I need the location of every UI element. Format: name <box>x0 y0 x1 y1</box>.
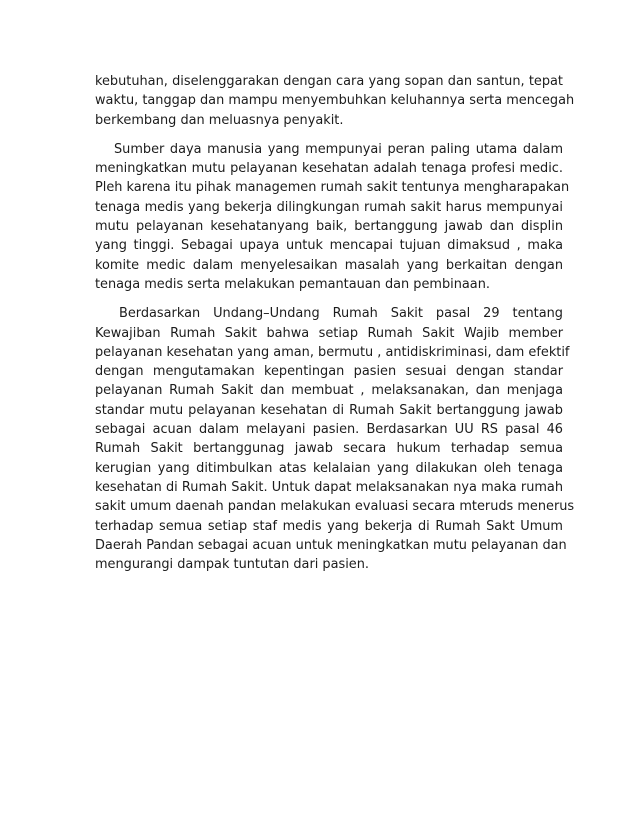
paragraph-line: tenaga medis serta melakukan pemantauan dan pembinaan. <box>95 276 490 292</box>
paragraph-line: dengan mengutamakan kepentingan pasien sesuai dengan standar <box>95 364 563 380</box>
paragraph-1 <box>95 72 575 130</box>
paragraph-line: sebagai acuan dalam melayani pasien. Berdasarkan UU RS pasal 46 <box>95 422 563 438</box>
paragraph-line: berkembang dan meluasnya penyakit. <box>95 112 344 128</box>
paragraph-line: meningkatkan mutu pelayanan kesehatan adalah tenaga profesi medic. <box>95 161 563 177</box>
paragraph-line: tenaga medis yang bekerja dilingkungan rumah sakit harus mempunyai <box>95 199 563 215</box>
paragraph-line: terhadap semua setiap staf medis yang bekerja di Rumah Sakt Umum <box>95 518 563 534</box>
paragraph-line: Pleh karena itu pihak managemen rumah sakit tentunya mengharapakan <box>95 180 570 196</box>
document-body <box>95 72 575 574</box>
paragraph-line: sakit umum daenah pandan melakukan evaluasi secara mteruds menerus <box>95 499 575 515</box>
paragraph-line: waktu, tanggap dan mampu menyembuhkan keluhannya serta mencegah <box>95 93 575 109</box>
paragraph-line: pelayanan kesehatan yang aman, bermutu , antidiskriminasi, dam efektif <box>95 344 570 360</box>
paragraph-line: standar mutu pelayanan kesehatan di Rumah Sakit bertanggung jawab <box>95 402 563 418</box>
paragraph-line: kesehatan di Rumah Sakit. Untuk dapat melaksanakan nya maka rumah <box>95 479 563 495</box>
paragraph-line: kerugian yang ditimbulkan atas kelalaian yang dilakukan oleh tenaga <box>95 460 563 476</box>
paragraph-line: mengurangi dampak tuntutan dari pasien. <box>95 557 370 573</box>
paragraph-line: komite medic dalam menyelesaikan masalah yang berkaitan dengan <box>95 257 563 273</box>
paragraph-line: Daerah Pandan sebagai acuan untuk meningkatkan mutu pelayanan dan <box>95 537 567 553</box>
paragraph-3 <box>95 304 575 574</box>
paragraph-line: Sumber daya manusia yang mempunyai peran paling utama dalam <box>114 141 563 157</box>
paragraph-line: Berdasarkan Undang–Undang Rumah Sakit pasal 29 tentang <box>119 306 563 322</box>
paragraph-line: mutu pelayanan kesehatanyang baik, bertanggung jawab dan displin <box>95 219 563 235</box>
paragraph-line: Kewajiban Rumah Sakit bahwa setiap Rumah Sakit Wajib member <box>95 325 563 341</box>
paragraph-line: kebutuhan, diselenggarakan dengan cara yang sopan dan santun, tepat <box>95 74 563 89</box>
paragraph-line: yang tinggi. Sebagai upaya untuk mencapai tujuan dimaksud , maka <box>95 238 563 254</box>
paragraph-2 <box>95 140 570 294</box>
paragraph-line: Rumah Sakit bertanggunag jawab secara hukum terhadap semua <box>95 441 563 457</box>
paragraph-line: pelayanan Rumah Sakit dan membuat , melaksanakan, dan menjaga <box>95 383 563 399</box>
